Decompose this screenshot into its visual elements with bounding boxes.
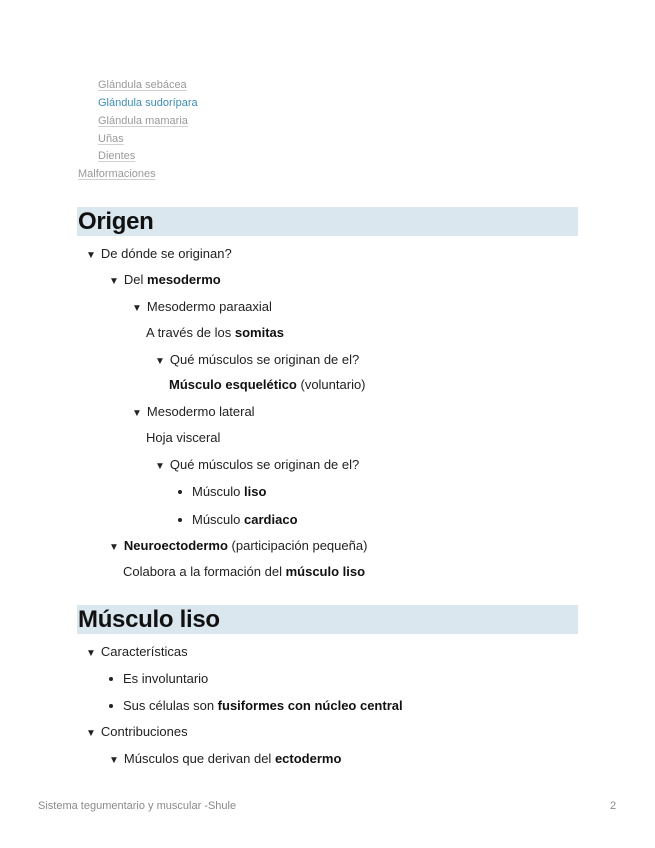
toggle-triangle-icon[interactable]: ▼ <box>155 461 165 472</box>
bullet-icon <box>109 704 113 708</box>
text-musculo-esqueletico: Músculo esquelético (voluntario) <box>169 377 366 392</box>
toggle-musculos-ectodermo[interactable]: ▼ Músculos que derivan del ectodermo <box>109 751 341 769</box>
toggle-triangle-icon[interactable]: ▼ <box>132 303 142 314</box>
list-item-involuntario: Es involuntario <box>109 671 208 687</box>
toggle-que-musculos-2[interactable]: ▼ Qué músculos se originan de el? <box>155 457 359 475</box>
toggle-mesodermo-lateral[interactable]: ▼ Mesodermo lateral <box>132 404 255 422</box>
toc-link-dientes[interactable]: Dientes <box>98 150 136 162</box>
footer-title: Sistema tegumentario y muscular -Shule <box>38 800 237 812</box>
toggle-mesodermo-paraaxial[interactable]: ▼ Mesodermo paraaxial <box>132 299 272 317</box>
toggle-triangle-icon[interactable]: ▼ <box>109 542 119 553</box>
toggle-que-musculos-1[interactable]: ▼ Qué músculos se originan de el? <box>155 352 359 370</box>
text-a-traves-somitas: A través de los somitas <box>146 325 285 340</box>
bullet-icon <box>178 490 182 494</box>
toggle-triangle-icon[interactable]: ▼ <box>86 648 96 659</box>
footer-page-number: 2 <box>610 800 617 812</box>
text-hoja-visceral: Hoja visceral <box>146 430 221 445</box>
toggle-triangle-icon[interactable]: ▼ <box>86 250 96 261</box>
toggle-triangle-icon[interactable]: ▼ <box>155 356 165 367</box>
toggle-neuroectodermo[interactable]: ▼ Neuroectodermo (participación pequeña) <box>109 538 367 556</box>
bullet-icon <box>109 677 113 681</box>
toggle-triangle-icon[interactable]: ▼ <box>109 276 119 287</box>
bullet-icon <box>178 518 182 522</box>
list-item-celulas: Sus células son fusiformes con núcleo central <box>109 698 403 714</box>
toggle-triangle-icon[interactable]: ▼ <box>109 755 119 766</box>
toc-link-glandula-sudoripara[interactable]: Glándula sudorípara <box>98 97 198 109</box>
toc-link-unas[interactable]: Uñas <box>98 133 124 145</box>
text-colabora: Colabora a la formación del músculo liso <box>123 564 366 579</box>
toggle-contribuciones[interactable]: ▼ Contribuciones <box>86 724 188 742</box>
toggle-triangle-icon[interactable]: ▼ <box>132 408 142 419</box>
list-item-musculo-liso: Músculo liso <box>178 484 266 500</box>
heading-origen: Origen <box>77 207 578 236</box>
toc-link-glandula-sebacea[interactable]: Glándula sebácea <box>98 79 187 91</box>
heading-musculo-liso: Músculo liso <box>77 605 578 634</box>
toc-link-malformaciones[interactable]: Malformaciones <box>78 168 156 180</box>
toggle-caracteristicas[interactable]: ▼ Características <box>86 644 188 662</box>
toggle-del-mesodermo[interactable]: ▼ Del mesodermo <box>109 272 221 290</box>
toggle-triangle-icon[interactable]: ▼ <box>86 728 96 739</box>
list-item-musculo-cardiaco: Músculo cardiaco <box>178 512 298 528</box>
toc-link-glandula-mamaria[interactable]: Glándula mamaria <box>98 115 188 127</box>
toggle-de-donde[interactable]: ▼ De dónde se originan? <box>86 246 232 264</box>
